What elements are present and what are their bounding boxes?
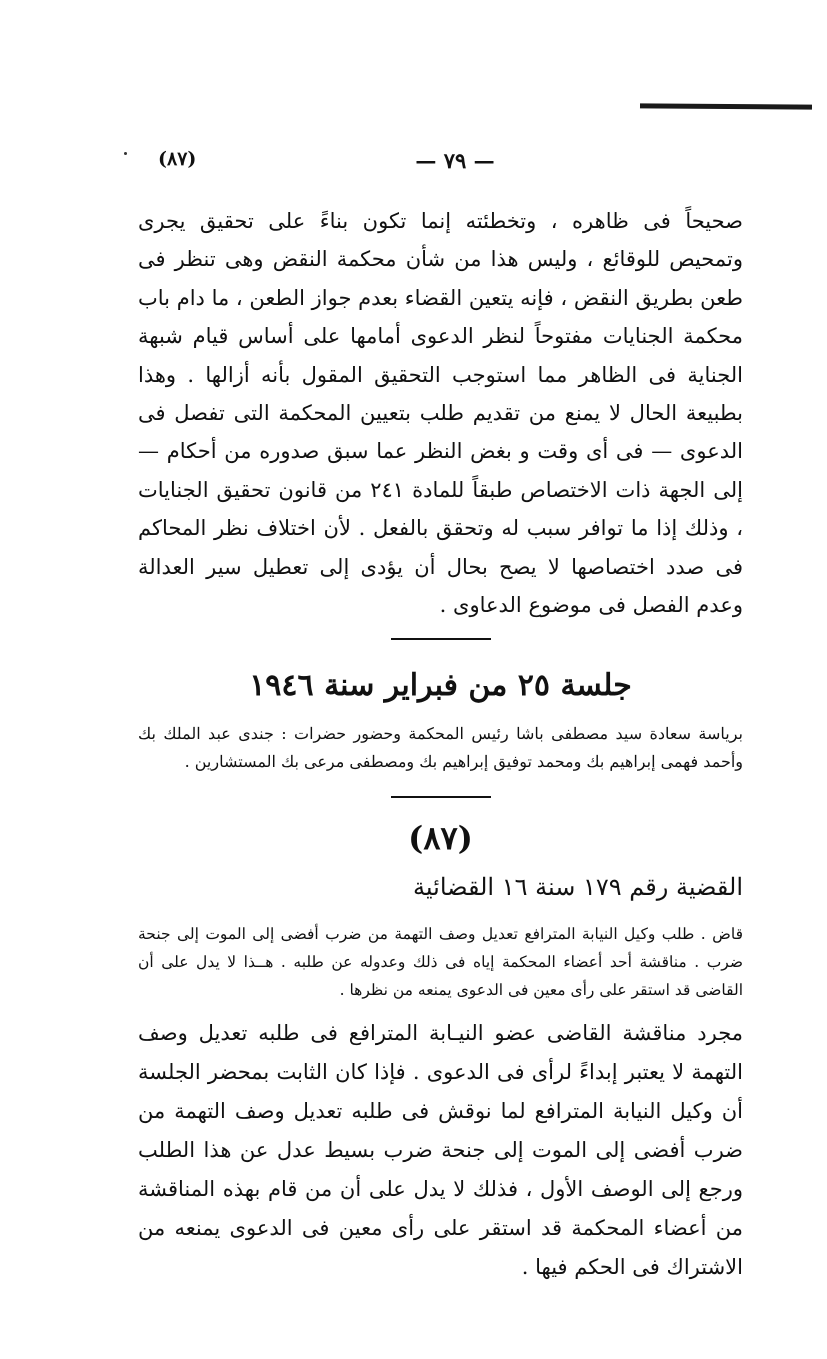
page-body [138, 202, 743, 1287]
case-identifier: القضية رقم ١٧٩ سنة ١٦ القضائية [413, 873, 743, 902]
case-number: (٨٧) [408, 819, 473, 858]
session-presidency: برياسة سعادة سيد مصطفى باشا رئيس المحكمة وحضور حضرات : جندى عبد الملك بك وأحمد فهمى إبراهيم بك ومحمد توفيق إبراهيم بك ومصطفى مرعى بك المستشارين . [138, 724, 743, 772]
scan-edge-mark [640, 103, 812, 109]
case-ruling: مجرد مناقشة القاضى عضو النيـابة المترافع فى طلبه تعديل وصف التهمة لا يعتبر إبداءً لرأى فى الدعوى . فإذا كان الثابت بمحضر الجلسة أن وكيل النيابة المترافع لما نوقش فى طلبه تعديل وصف التهمة من ضرب أفضى إلى الموت إلى جنحة ضرب بسيط عدل عن هذا الطلب ورجع إلى الوصف الأول ، فذلك لا يدل على أن من قام بهذه المناقشة من أعضاء المحكمة قد استقر على رأى معين فى الدعوى يمنعه من الاشتراك فى الحكم فيها . [138, 1021, 743, 1280]
running-case-reference: (٨٧) [158, 148, 197, 170]
intro-paragraph: صحيحاً فى ظاهره ، وتخطئته إنما تكون بناءً على تحقيق يجرى وتمحيص للوقائع ، وليس هذا من شأن محكمة النقض وهى تنظر فى طعن بطريق النقض ، فإنه يتعين القضاء بعدم جواز الطعن ، ما دام باب محكمة الجنايات مفتوحاً لنظر الدعوى أمامها على أساس قيام شبهة الجناية فى الظاهر مما استوجب التحقيق المقول بأنه أزالها . وهذا بطبيعة الحال لا يمنع من تقديم طلب بتعيين المحكمة التى تفصل فى الدعوى — فى أى وقت و بغض النظر عما سبق صدوره من أحكام — إلى الجهة ذات الاختصاص طبقاً للمادة ٢٤١ من قانون تحقيق الجنايات ، وذلك إذا ما توافر سبب له وتحقق بالفعل . لأن اختلاف نظر المحاكم فى صدد اختصاصها لا يصح بحال أن يؤدى إلى تعطيل سير العدالة وعدم الفصل فى موضوع الدعاوى . [138, 209, 743, 618]
section-divider-2 [391, 796, 491, 798]
scan-speck [124, 152, 127, 155]
section-divider [391, 638, 491, 640]
case-headnote: قاض . طلب وكيل النيابة المترافع تعديل وصف التهمة من ضرب أفضى إلى الموت إلى جنحة ضرب . مناقشة أحد أعضاء المحكمة إياه فى ذلك وعدوله عن طلبه . هــذا لا يدل على أن القاضى قد استقر على رأى معين فى الدعوى يمنعه من نظرها . [138, 925, 743, 1000]
page-number: — ٧٩ — [415, 148, 495, 173]
page-header [150, 148, 710, 188]
session-title: جلسة ٢٥ من فبراير سنة ١٩٤٦ [249, 668, 632, 704]
